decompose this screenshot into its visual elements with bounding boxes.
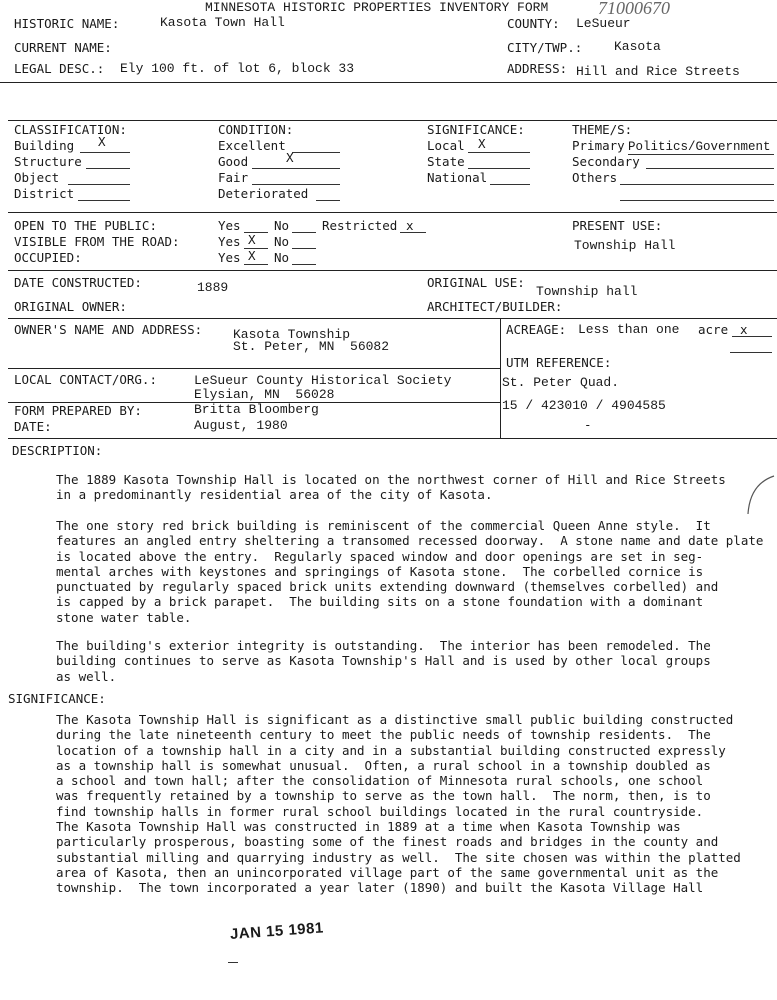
deteriorated-label: Deteriorated bbox=[218, 186, 309, 201]
acre-mark: x bbox=[740, 322, 748, 337]
blank-line bbox=[292, 264, 316, 265]
blank-line bbox=[68, 184, 130, 185]
theme-header: THEME/S: bbox=[572, 122, 633, 137]
significance-box-header: SIGNIFICANCE: bbox=[427, 122, 525, 137]
current-name-label: CURRENT NAME: bbox=[14, 40, 112, 55]
original-use-value: Township hall bbox=[536, 284, 638, 299]
restricted-label: Restricted bbox=[322, 218, 398, 233]
blank-line bbox=[244, 264, 268, 265]
building-mark: X bbox=[98, 134, 106, 149]
blank-line bbox=[292, 232, 316, 233]
historic-name-value: Kasota Town Hall bbox=[160, 15, 285, 30]
utm-label: UTM REFERENCE: bbox=[506, 355, 612, 370]
local-contact-line1: LeSueur County Historical Society bbox=[194, 373, 452, 388]
blank-line bbox=[730, 352, 772, 353]
original-owner-label: ORIGINAL OWNER: bbox=[14, 299, 127, 314]
owner-line1: Kasota Township bbox=[233, 327, 351, 342]
local-mark: X bbox=[478, 136, 486, 151]
condition-header: CONDITION: bbox=[218, 122, 294, 137]
occupied-no-label: No bbox=[274, 250, 290, 265]
county-value: LeSueur bbox=[576, 16, 631, 31]
legal-desc-value: Ely 100 ft. of lot 6, block 33 bbox=[120, 61, 355, 76]
owner-line2: St. Peter, MN 56082 bbox=[233, 339, 390, 354]
open-no-label: No bbox=[274, 218, 290, 233]
blank-line bbox=[86, 168, 130, 169]
secondary-label: Secondary bbox=[572, 154, 640, 169]
divider-line bbox=[8, 368, 500, 369]
building-label: Building bbox=[14, 138, 75, 153]
occupied-yes-mark: X bbox=[248, 248, 256, 263]
blank-line bbox=[620, 184, 774, 185]
utm-value: 15 / 423010 / 4904585 bbox=[502, 398, 666, 413]
state-label: State bbox=[427, 154, 465, 169]
blank-line bbox=[732, 336, 772, 337]
excellent-label: Excellent bbox=[218, 138, 286, 153]
present-use-value: Township Hall bbox=[574, 238, 676, 253]
occupied-label: OCCUPIED: bbox=[14, 250, 82, 265]
divider-line bbox=[8, 212, 777, 213]
divider-line bbox=[8, 120, 777, 121]
prepared-by-label: FORM PREPARED BY: bbox=[14, 403, 142, 418]
blank-line bbox=[228, 962, 238, 963]
divider-line bbox=[0, 82, 777, 83]
date-label: DATE: bbox=[14, 419, 52, 434]
utm-quad: St. Peter Quad. bbox=[502, 375, 620, 390]
date-constructed-value: 1889 bbox=[197, 280, 229, 295]
significance-label: SIGNIFICANCE: bbox=[8, 691, 106, 706]
occupied-yes-label: Yes bbox=[218, 250, 241, 265]
blank-line bbox=[316, 200, 340, 201]
architect-label: ARCHITECT/BUILDER: bbox=[427, 299, 563, 314]
blank-line bbox=[78, 200, 130, 201]
blank-line bbox=[292, 248, 316, 249]
blank-line bbox=[490, 184, 530, 185]
primary-label: Primary bbox=[572, 138, 625, 153]
legal-desc-label: LEGAL DESC.: bbox=[14, 61, 105, 76]
form-title: MINNESOTA HISTORIC PROPERTIES INVENTORY FORM bbox=[205, 0, 549, 15]
local-label: Local bbox=[427, 138, 465, 153]
fair-label: Fair bbox=[218, 170, 249, 185]
received-stamp: JAN 15 1981 bbox=[229, 919, 325, 943]
utm-dash: - bbox=[584, 417, 592, 432]
primary-value: Politics/Government bbox=[628, 140, 771, 154]
description-paragraph: The building's exterior integrity is outstanding. The interior has been remodeled. The building continues to serve as Kasota Township's Hall and is used by other local groups as well. bbox=[56, 638, 711, 684]
acreage-label: ACREAGE: bbox=[506, 322, 567, 337]
restricted-mark: x bbox=[406, 218, 414, 233]
blank-line bbox=[628, 154, 774, 155]
blank-line bbox=[646, 168, 774, 169]
divider-line bbox=[8, 270, 777, 271]
date-value: August, 1980 bbox=[194, 418, 288, 433]
historic-name-label: HISTORIC NAME: bbox=[14, 16, 120, 31]
blank-line bbox=[252, 168, 340, 169]
owner-label: OWNER'S NAME AND ADDRESS: bbox=[14, 322, 203, 337]
original-use-label: ORIGINAL USE: bbox=[427, 275, 525, 290]
divider-line bbox=[8, 438, 777, 439]
blank-line bbox=[80, 152, 130, 153]
open-yes-label: Yes bbox=[218, 218, 241, 233]
description-label: DESCRIPTION: bbox=[12, 443, 103, 458]
divider-line bbox=[8, 318, 777, 319]
blank-line bbox=[292, 152, 340, 153]
object-label: Object bbox=[14, 170, 60, 185]
visible-no-label: No bbox=[274, 234, 290, 249]
national-label: National bbox=[427, 170, 488, 185]
address-label: ADDRESS: bbox=[507, 61, 568, 76]
district-label: District bbox=[14, 186, 75, 201]
significance-text: The Kasota Township Hall is significant as a distinctive small public building constructed during the late nineteenth century to meet the public needs of township residents. The location of a township hall in a city and in a substantial building constructed expressly as a township hall is somewhat unusual. Often, a rural school in a township doubled as a school and town hall; after the consolidation of Minnesota rural schools, one school was frequently retained by a township to serve as the town hall. The norm, then, is to find township halls in former rural school buildings located in the rural countryside. The Kasota Township Hall was constructed in 1889 at a time when Kasota Township was particularly prosperous, boasting some of the finest roads and bridges in the county and substantial milling and quarrying industry as well. The site chosen was within the platted area of Kasota, then an unincorporated village part of the same governmental unit as the township. The town incorporated a year later (1890) and built the Kasota Village Hall bbox=[56, 712, 741, 896]
blank-line bbox=[468, 152, 530, 153]
date-constructed-label: DATE CONSTRUCTED: bbox=[14, 275, 142, 290]
classification-header: CLASSIFICATION: bbox=[14, 122, 127, 137]
margin-mark bbox=[740, 474, 776, 518]
description-paragraph: The 1889 Kasota Township Hall is located on the northwest corner of Hill and Rice Streets in a predominantly residential area of the city of Kasota. bbox=[56, 472, 726, 503]
local-contact-line2: Elysian, MN 56028 bbox=[194, 387, 335, 402]
local-contact-label: LOCAL CONTACT/ORG.: bbox=[14, 372, 157, 387]
visible-yes-label: Yes bbox=[218, 234, 241, 249]
blank-line bbox=[468, 168, 530, 169]
county-label: COUNTY: bbox=[507, 16, 560, 31]
good-label: Good bbox=[218, 154, 249, 169]
good-mark: X bbox=[286, 150, 294, 165]
structure-label: Structure bbox=[14, 154, 82, 169]
blank-line bbox=[620, 200, 774, 201]
visible-road-label: VISIBLE FROM THE ROAD: bbox=[14, 234, 180, 249]
acre-label: acre bbox=[698, 322, 729, 337]
city-value: Kasota bbox=[614, 39, 661, 54]
handwritten-id: 71000670 bbox=[598, 0, 670, 18]
divider-line bbox=[500, 318, 501, 438]
address-value: Hill and Rice Streets bbox=[576, 64, 740, 79]
present-use-label: PRESENT USE: bbox=[572, 218, 663, 233]
description-paragraph: The one story red brick building is reminiscent of the commercial Queen Anne style. It features an angled entry sheltering a transomed recessed doorway. A stone name and date plate is located above the entry. Regularly spaced window and door openings are set in seg- mental arches with keystones and springings of Kasota stone. The corbelled cornice is punctuated by regularly spaced brick units extending downward (themselves corbelled) and is capped by a brick parapet. The building sits on a stone foundation with a dominant stone water table. bbox=[56, 518, 764, 625]
acreage-value: Less than one bbox=[578, 322, 680, 337]
city-label: CITY/TWP.: bbox=[507, 40, 583, 55]
visible-yes-mark: X bbox=[248, 232, 256, 247]
blank-line bbox=[252, 184, 340, 185]
prepared-by-value: Britta Bloomberg bbox=[194, 402, 319, 417]
others-label: Others bbox=[572, 170, 618, 185]
open-public-label: OPEN TO THE PUBLIC: bbox=[14, 218, 157, 233]
